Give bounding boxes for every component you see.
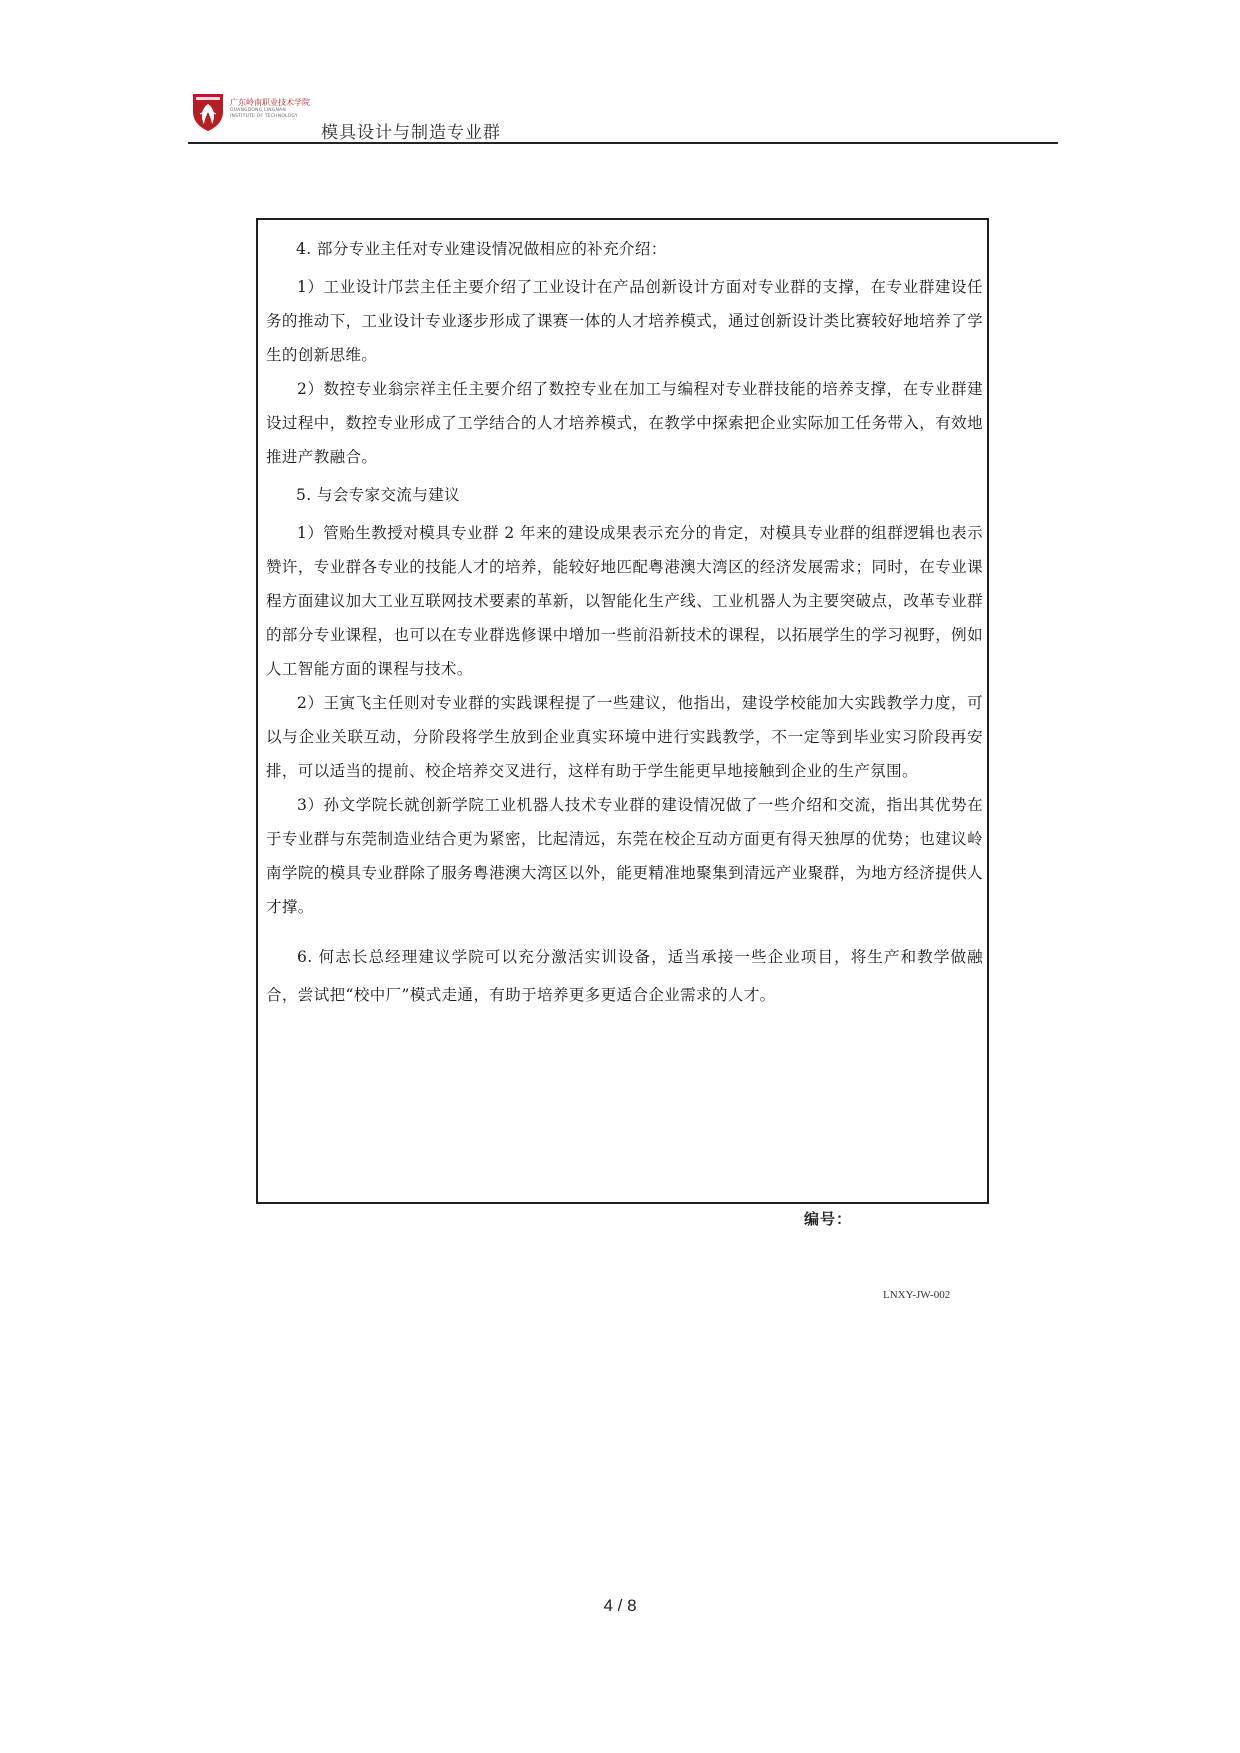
serial-number-label: 编号： bbox=[804, 1210, 853, 1228]
record-box bbox=[256, 218, 989, 1204]
record-content bbox=[266, 232, 983, 1014]
section-4-item-1: 1）工业设计邝芸主任主要介绍了工业设计在产品创新设计方面对专业群的支撑，在专业群建设任务的推动下，工业设计专业逐步形成了课赛一体的人才培养模式，通过创新设计类比赛较好地培养了学生的创新思维。 bbox=[266, 278, 983, 364]
section-5-item-1: 1）管贻生教授对模具专业群 2 年来的建设成果表示充分的肯定，对模具专业群的组群逻辑也表示赞许，专业群各专业的技能人才的培养，能较好地匹配粤港澳大湾区的经济发展需求；同时，在专业课程方面建议加大工业互联网技术要素的革新，以智能化生产线、工业机器人为主要突破点，改革专业群的部分专业课程，也可以在专业群选修课中增加一些前沿新技术的课程，以拓展学生的学习视野，例如人工智能方面的课程与技术。 bbox=[266, 524, 983, 678]
document-id: LNXY-JW-002 bbox=[883, 1289, 951, 1301]
section-5-item-2: 2）王寅飞主任则对专业群的实践课程提了一些建议，他指出，建设学校能加大实践教学力度，可以与企业关联互动，分阶段将学生放到企业真实环境中进行实践教学，不一定等到毕业实习阶段再安排，可以适当的提前、校企培养交叉进行，这样有助于学生能更早地接触到企业的生产氛围。 bbox=[266, 694, 983, 780]
school-logo-icon bbox=[192, 92, 224, 132]
section-6-paragraph: 6. 何志长总经理建议学院可以充分激活实训设备，适当承接一些企业项目，将生产和教学做融合，尝试把“校中厂”模式走通，有助于培养更多更适合企业需求的人才。 bbox=[266, 948, 983, 1004]
section-5-item-3: 3）孙文学院长就创新学院工业机器人技术专业群的建设情况做了一些介绍和交流，指出其优势在于专业群与东莞制造业结合更为紧密，比起清远，东莞在校企互动方面更有得天独厚的优势；也建议岭南学院的模具专业群除了服务粤港澳大湾区以外，能更精准地聚集到清远产业聚群，为地方经济提供人才撑。 bbox=[266, 796, 983, 916]
header-title: 模具设计与制造专业群 bbox=[321, 123, 501, 143]
logo-cn-name: 广东岭南职业技术学院 bbox=[230, 98, 310, 107]
logo-en-line1: GUANGDONG LINGNAN bbox=[230, 108, 286, 113]
header-divider bbox=[188, 142, 1058, 144]
section-4-heading: 4. 部分专业主任对专业建设情况做相应的补充介绍： bbox=[296, 240, 667, 258]
page-number: 4 / 8 bbox=[603, 1596, 637, 1615]
logo-text bbox=[230, 98, 310, 120]
section-4-item-2: 2）数控专业翁宗祥主任主要介绍了数控专业在加工与编程对专业群技能的培养支撑，在专业群建设过程中，数控专业形成了工学结合的人才培养模式，在教学中探索把企业实际加工任务带入，有效地推进产教融合。 bbox=[266, 380, 983, 466]
section-5-heading: 5. 与会专家交流与建议 bbox=[296, 486, 461, 504]
page-header bbox=[188, 88, 1058, 144]
logo-en-line2: INSTITUTE OF TECHNOLOGY bbox=[230, 114, 298, 119]
